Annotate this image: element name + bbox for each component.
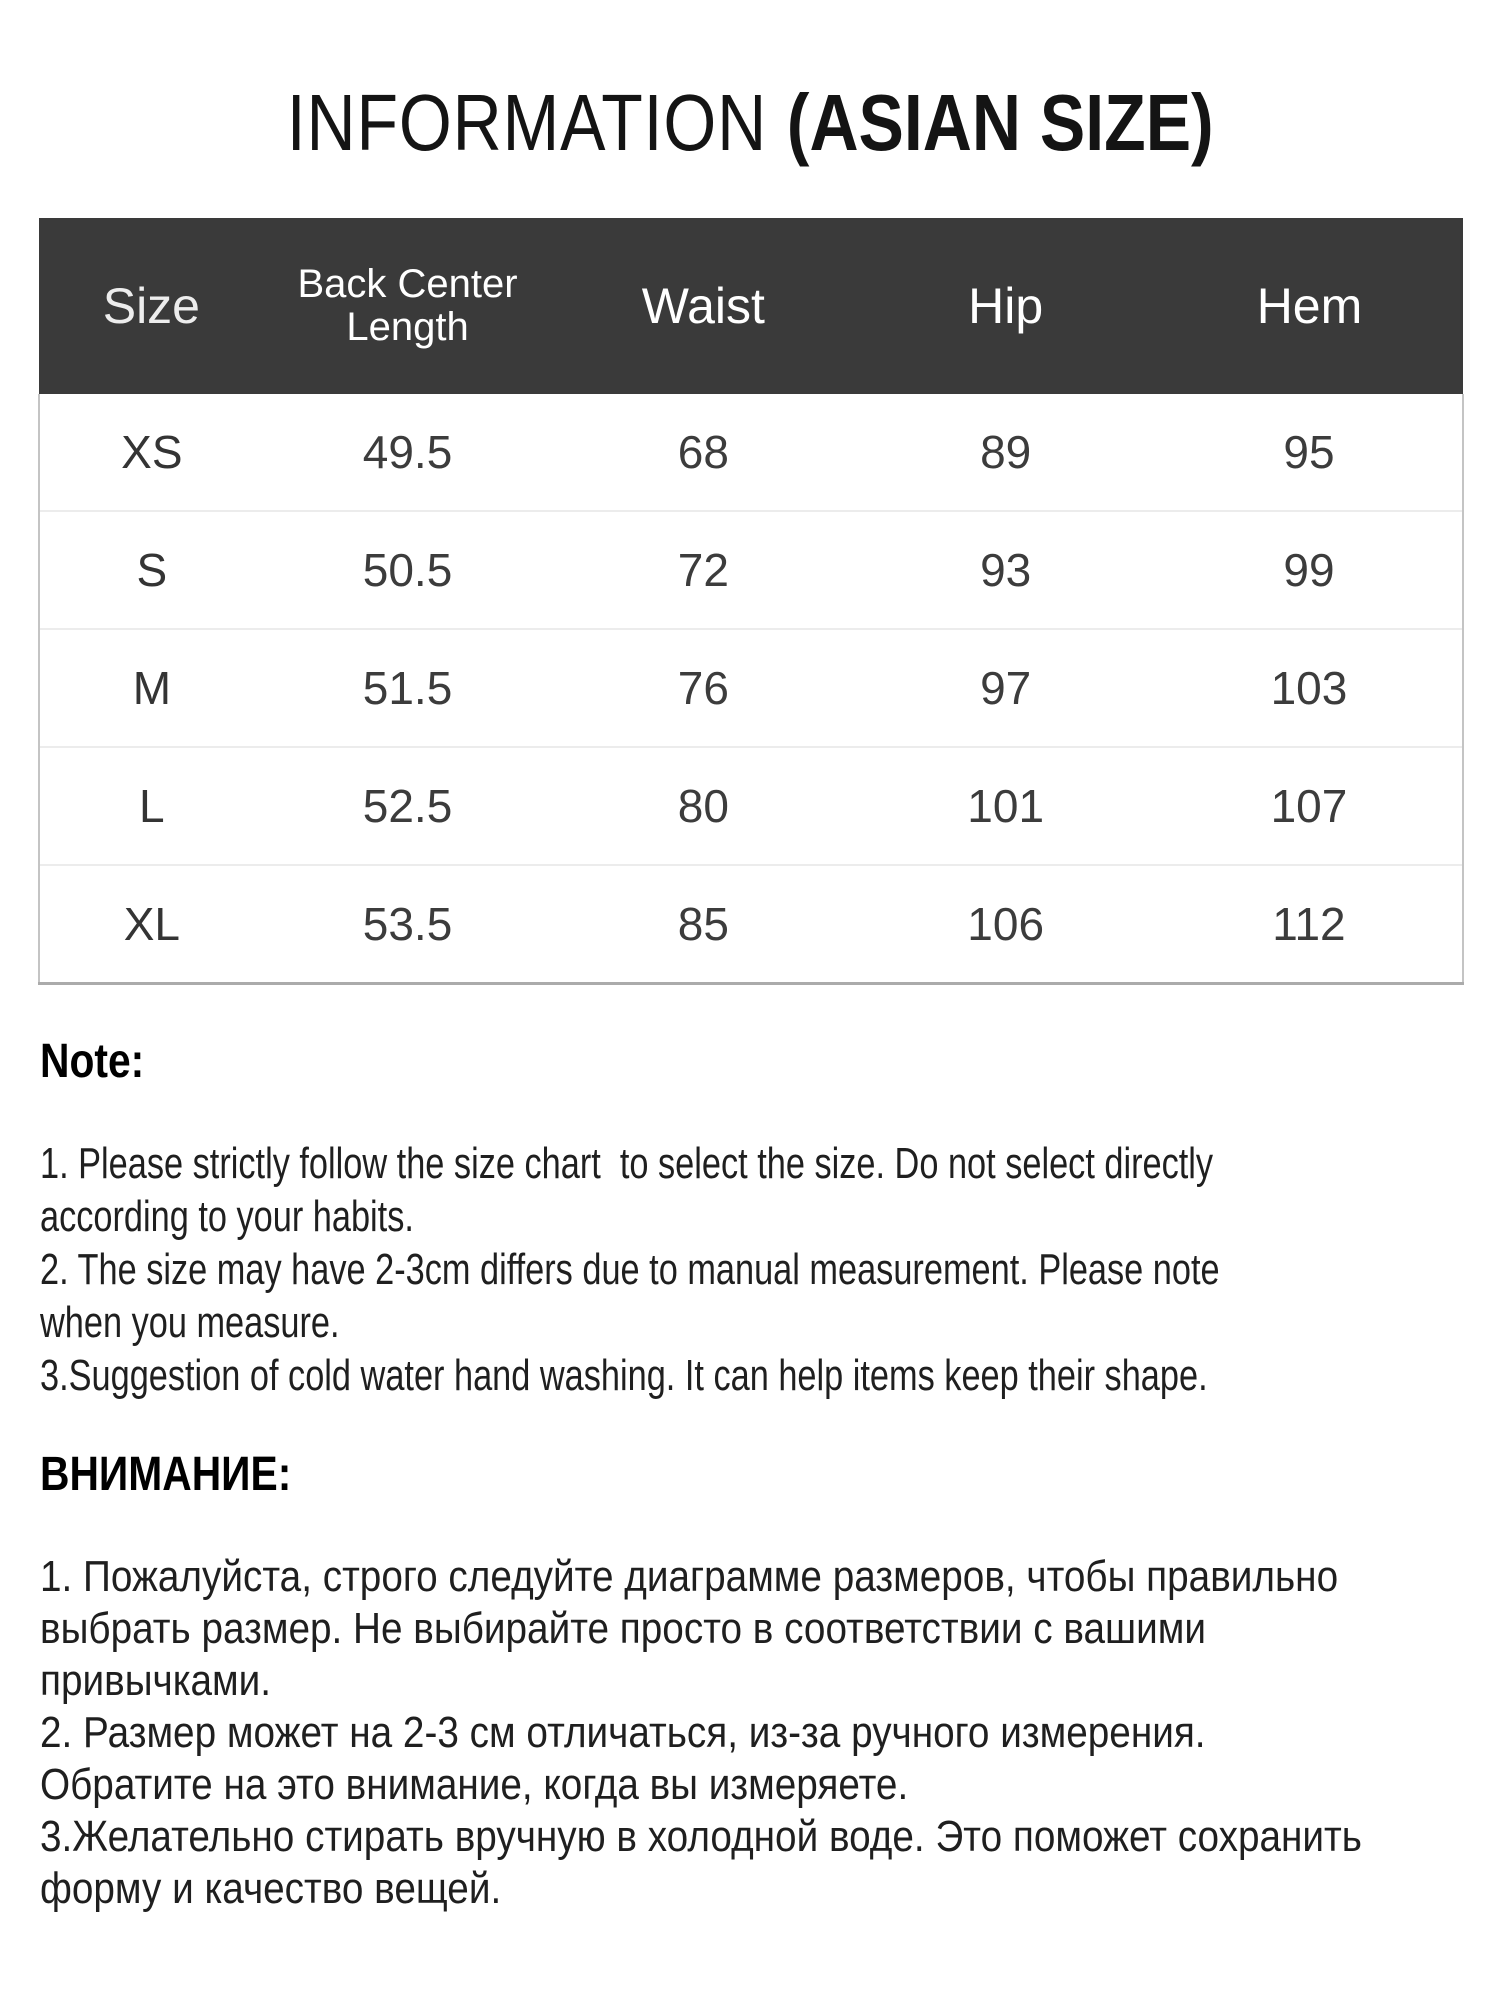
page-title [0, 80, 1500, 166]
cell-size: S [39, 511, 264, 629]
cell-back-center-length: 50.5 [264, 511, 552, 629]
cell-hip: 106 [855, 865, 1156, 984]
header-row [39, 218, 1463, 394]
size-chart-header [39, 218, 1463, 394]
cell-waist: 68 [551, 394, 855, 511]
table-row-xs [39, 394, 1463, 511]
cell-hem: 99 [1156, 511, 1463, 629]
size-chart-table [38, 218, 1464, 985]
header-hip: Hip [855, 218, 1156, 394]
cell-back-center-length: 51.5 [264, 629, 552, 747]
cell-hem: 107 [1156, 747, 1463, 865]
cell-size: M [39, 629, 264, 747]
page-title-bold: (ASIAN SIZE) [786, 78, 1214, 167]
cell-hip: 101 [855, 747, 1156, 865]
cell-size: XS [39, 394, 264, 511]
notes-english-heading [40, 1036, 1480, 1088]
notes-russian-heading-text: ВНИМАНИЕ: [40, 1448, 292, 1501]
header-back-center-length: Back Center Length [264, 218, 552, 394]
header-waist: Waist [551, 218, 855, 394]
notes-english-text: 1. Please strictly follow the size chart to select the size. Do not select directly according to your habits. 2. The size may have 2-3cm differs due to manual measurement. Please note when you measure. 3.Suggestion of cold water hand washing. It can help items keep their shape. [40, 1139, 1220, 1400]
cell-hip: 97 [855, 629, 1156, 747]
notes-russian-text: 1. Пожалуйста, строго следуйте диаграмме размеров, чтобы правильно выбрать размер. Не выбирайте просто в соответствии с вашими привычками. 2. Размер может на 2-3 см отличаться, из-за ручного измерения. Обратите на это внимание, когда вы измеряете. 3.Желательно стирать вручную в холодной воде. Это поможет сохранить форму и качество вещей. [40, 1552, 1362, 1913]
cell-hem: 103 [1156, 629, 1463, 747]
cell-size: XL [39, 865, 264, 984]
table-row-m [39, 629, 1463, 747]
cell-back-center-length: 49.5 [264, 394, 552, 511]
table-row-xl [39, 865, 1463, 984]
table-row-s [39, 511, 1463, 629]
table-row-l [39, 747, 1463, 865]
page-title-text [287, 80, 1214, 166]
cell-hip: 93 [855, 511, 1156, 629]
size-chart-body [39, 394, 1463, 984]
cell-hem: 95 [1156, 394, 1463, 511]
page-title-light: INFORMATION [286, 78, 787, 167]
cell-hem: 112 [1156, 865, 1463, 984]
notes-russian-heading [40, 1449, 1480, 1501]
cell-waist: 85 [551, 865, 855, 984]
cell-hip: 89 [855, 394, 1156, 511]
cell-waist: 72 [551, 511, 855, 629]
notes-russian-section [40, 1449, 1480, 1915]
notes-english-heading-text: Note: [40, 1035, 145, 1088]
header-size: Size [39, 218, 264, 394]
cell-back-center-length: 52.5 [264, 747, 552, 865]
cell-waist: 76 [551, 629, 855, 747]
header-hem: Hem [1156, 218, 1463, 394]
cell-back-center-length: 53.5 [264, 865, 552, 984]
cell-size: L [39, 747, 264, 865]
cell-waist: 80 [551, 747, 855, 865]
notes-english-section [40, 1036, 1480, 1402]
